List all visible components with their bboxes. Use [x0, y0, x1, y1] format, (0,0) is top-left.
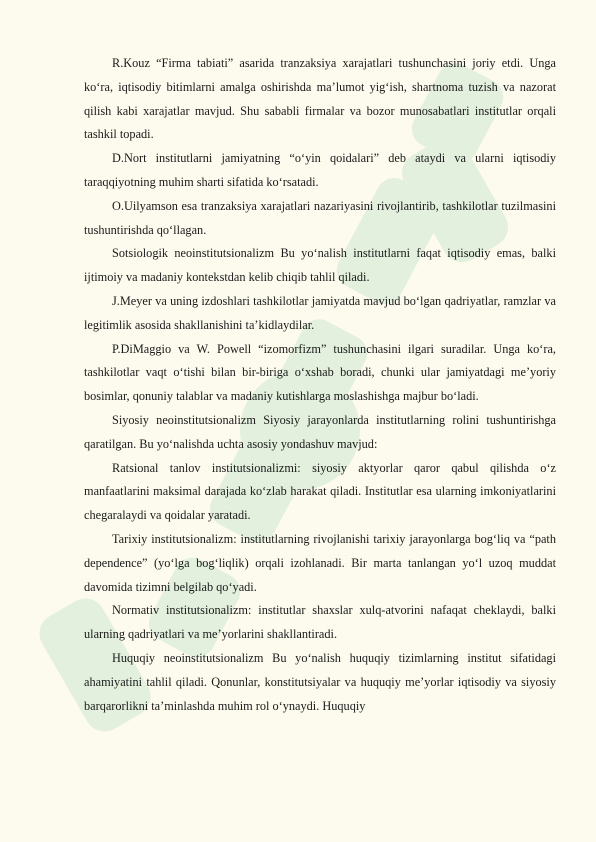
document-body	[84, 52, 556, 718]
paragraph: D.Nort institutlarni jamiyatning “o‘yin qoidalari” deb ataydi va ularni iqtisodiy taraqqiyotning muhim sharti sifatida ko‘rsatadi.	[84, 151, 556, 189]
paragraph: Huquqiy neoinstitutsionalizm Bu yo‘nalish huquqiy tizimlarning institut sifatidagi ahamiyatini tahlil qiladi. Qonunlar, konstitutsiyalar va huquqiy me’yorlar iqtisodiy va siyosiy barqarorlikni ta’minlashda muhim rol o‘ynaydi. Huquqiy	[84, 650, 556, 713]
paragraph: Normativ institutsionalizm: institutlar shaxslar xulq-atvorini nafaqat cheklaydi, balki ularning qadriyatlari va me’yorlarini shakllantiradi.	[84, 603, 556, 642]
paragraph: P.DiMaggio va W. Powell “izomorfizm” tushunchasini ilgari suradilar. Unga ko‘ra, tashkilotlar vaqt o‘tishi bilan bir-biriga o‘xshab boradi, chunki ular jamiyatdagi me’yoriy bosimlar, qonuniy talablar va madaniy kutishlarga moslashishga majbur bo‘ladi.	[84, 341, 556, 404]
paragraph: J.Meyer va uning izdoshlari tashkilotlar jamiyatda mavjud bo‘lgan qadriyatlar, ramzlar va legitimlik asosida shakllanishini ta’kidlaydilar.	[84, 293, 556, 332]
paragraph: Sotsiologik neoinstitutsionalizm Bu yo‘nalish institutlarni faqat iqtisodiy emas, balki ijtimoiy va madaniy kontekstdan kelib chiqib tahlil qiladi.	[84, 246, 556, 285]
paragraph: Siyosiy neoinstitutsionalizm Siyosiy jarayonlarda institutlarning rolini tushuntirishga qaratilgan. Bu yo‘nalishda uchta asosiy yondashuv mavjud:	[84, 412, 556, 451]
paragraph: Tarixiy institutsionalizm: institutlarning rivojlanishi tarixiy jarayonlarga bog‘liq va “path dependence” (yo‘lga bog‘liqlik) orqali izohlanadi. Bir marta tanlangan yo‘l uzoq muddat davomida tizimni belgilab qo‘yadi.	[84, 531, 556, 594]
paragraph: Ratsional tanlov institutsionalizmi: siyosiy aktyorlar qaror qabul qilishda o‘z manfaatlarini maksimal darajada ko‘zlab harakat qiladi. Institutlar esa ularning imkoniyatlarini chegaralaydi va qoidalar yaratadi.	[84, 460, 556, 523]
paragraph: R.Kouz “Firma tabiati” asarida tranzaksiya xarajatlari tushunchasini joriy etdi. Unga ko‘ra, iqtisodiy bitimlarni amalga oshirishda ma’lumot yig‘ish, shartnoma tuzish va nazorat qilish kabi xarajatlar mavjud. Shu sababli firmalar va bozor munosabatlari institutlar orqali tashkil topadi.	[84, 56, 556, 142]
paragraph: O.Uilyamson esa tranzaksiya xarajatlari nazariyasini rivojlantirib, tashkilotlar tuzilmasini tushuntirishda qo‘llagan.	[84, 198, 556, 237]
